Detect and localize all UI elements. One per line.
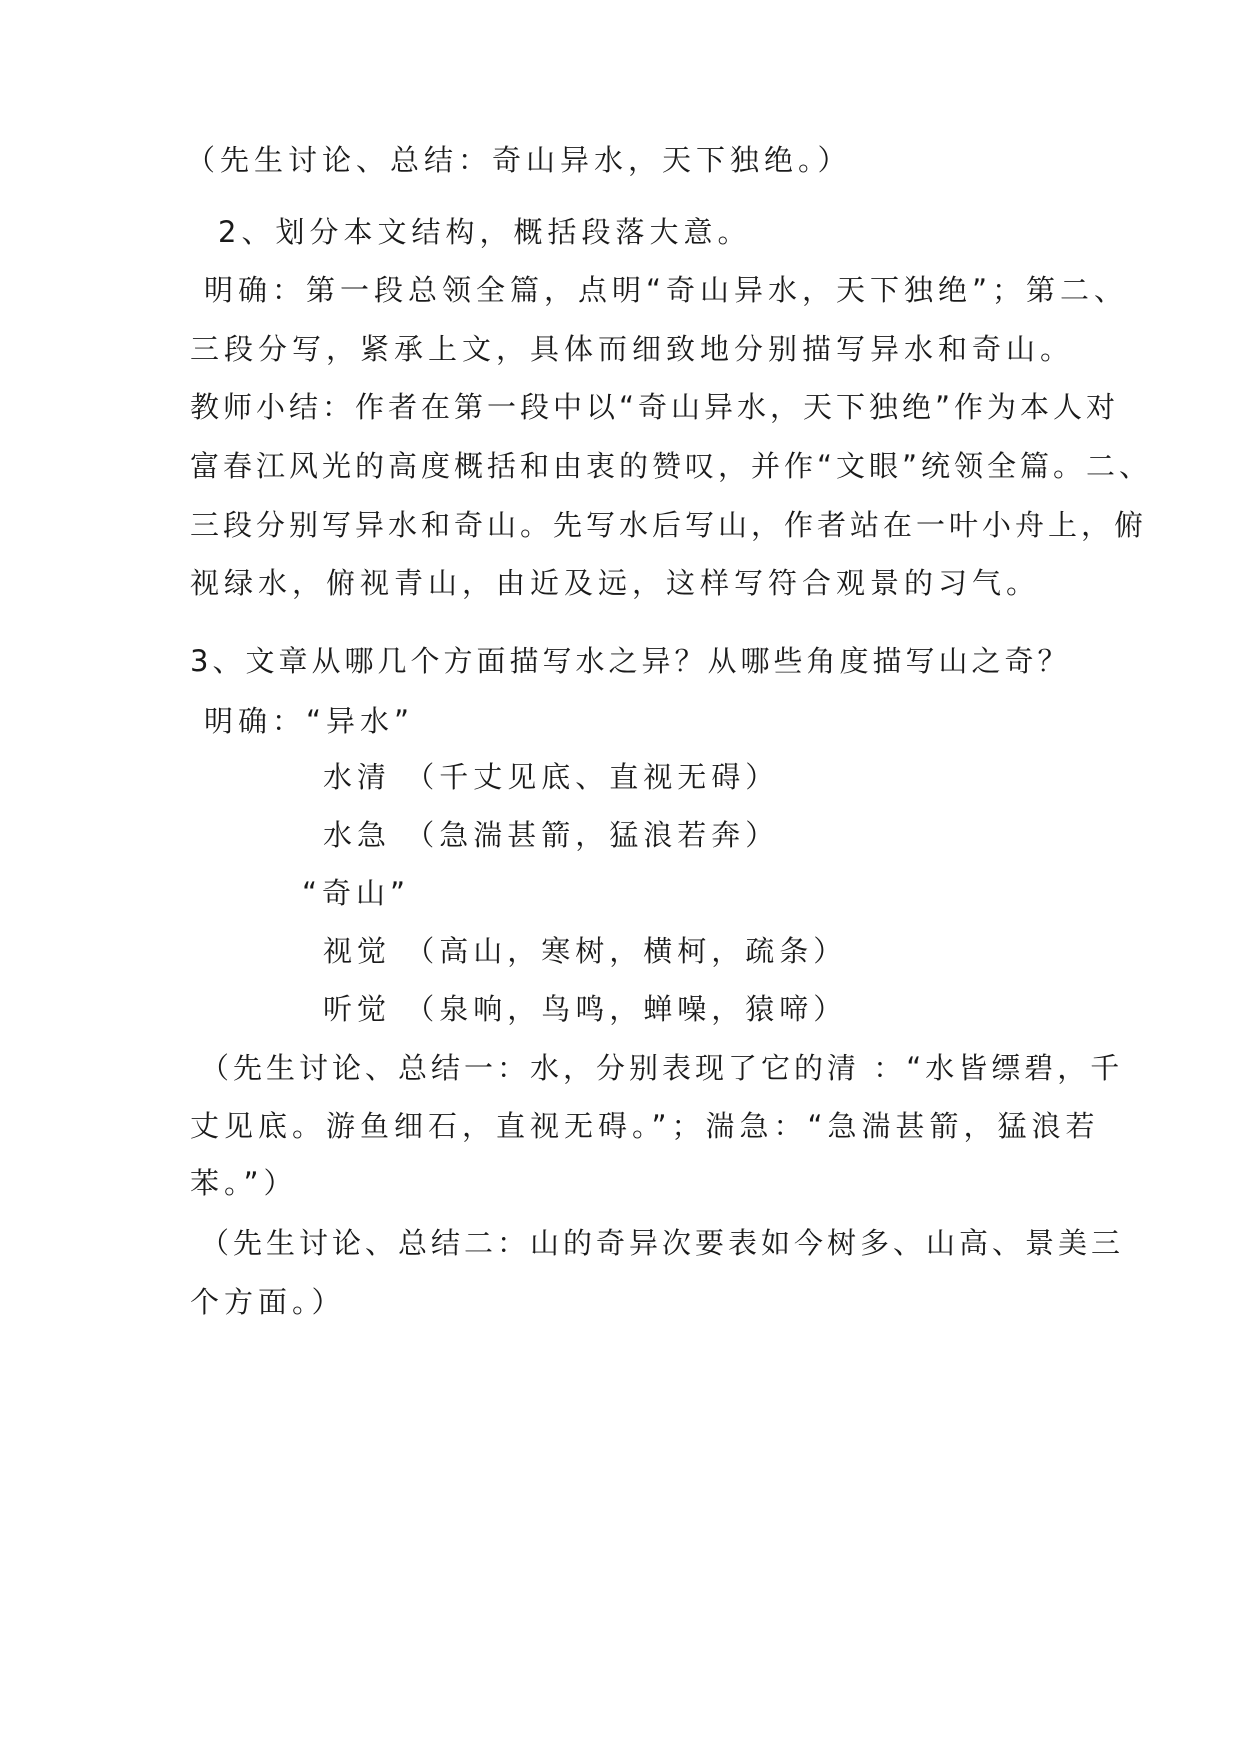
teacher-summary-line-4: 视绿水，俯视青山，由近及远，这样写符合观景的习气。 <box>190 566 1041 600</box>
question-2: 2、划分本文结构，概括段落大意。 <box>218 215 752 249</box>
answer-2-line-1: 明确：第一段总领全篇，点明“奇山异水，天下独绝”；第二、 <box>204 273 1129 307</box>
summary-two-line-1: （先生讨论、总结二：山的奇异次要表如今树多、山高、景美三 <box>200 1226 1125 1260</box>
answer-2-line-2: 三段分写，紧承上文，具体而细致地分别描写异水和奇山。 <box>190 332 1075 366</box>
teacher-summary-line-2: 富春江风光的高度概括和由衷的赞叹，并作“文眼”统领全篇。二、 <box>190 449 1153 483</box>
summary-two-line-2: 个方面。） <box>190 1285 346 1319</box>
summary-note-1: （先生讨论、总结：奇山异水，天下独绝。） <box>186 143 852 177</box>
answer-3-heading: 明确：“异水” <box>204 704 415 738</box>
summary-one-line-3: 苯。”） <box>190 1166 298 1200</box>
visual-item: 视觉 （高山，寒树，横柯，疏条） <box>323 934 848 968</box>
water-clear-item: 水清 （千丈见底、直视无碍） <box>323 760 780 794</box>
teacher-summary-line-1: 教师小结：作者在第一段中以“奇山异水，天下独绝”作为本人对 <box>190 390 1120 424</box>
question-3: 3、文章从哪几个方面描写水之异？从哪些角度描写山之奇？ <box>190 644 1071 678</box>
teacher-summary-line-3: 三段分别写异水和奇山。先写水后写山，作者站在一叶小舟上，俯 <box>190 508 1148 542</box>
water-fast-item: 水急 （急湍甚箭，猛浪若奔） <box>323 818 780 852</box>
summary-one-line-2: 丈见底。游鱼细石，直视无碍。”；湍急：“急湍甚箭，猛浪若 <box>190 1109 1100 1143</box>
summary-one-line-1: （先生讨论、总结一：水，分别表现了它的清 ：“水皆缥碧，千 <box>200 1051 1124 1085</box>
auditory-item: 听觉 （泉响，鸟鸣，蝉噪，猿啼） <box>323 992 848 1026</box>
strange-mountain-heading: “奇山” <box>302 876 411 910</box>
